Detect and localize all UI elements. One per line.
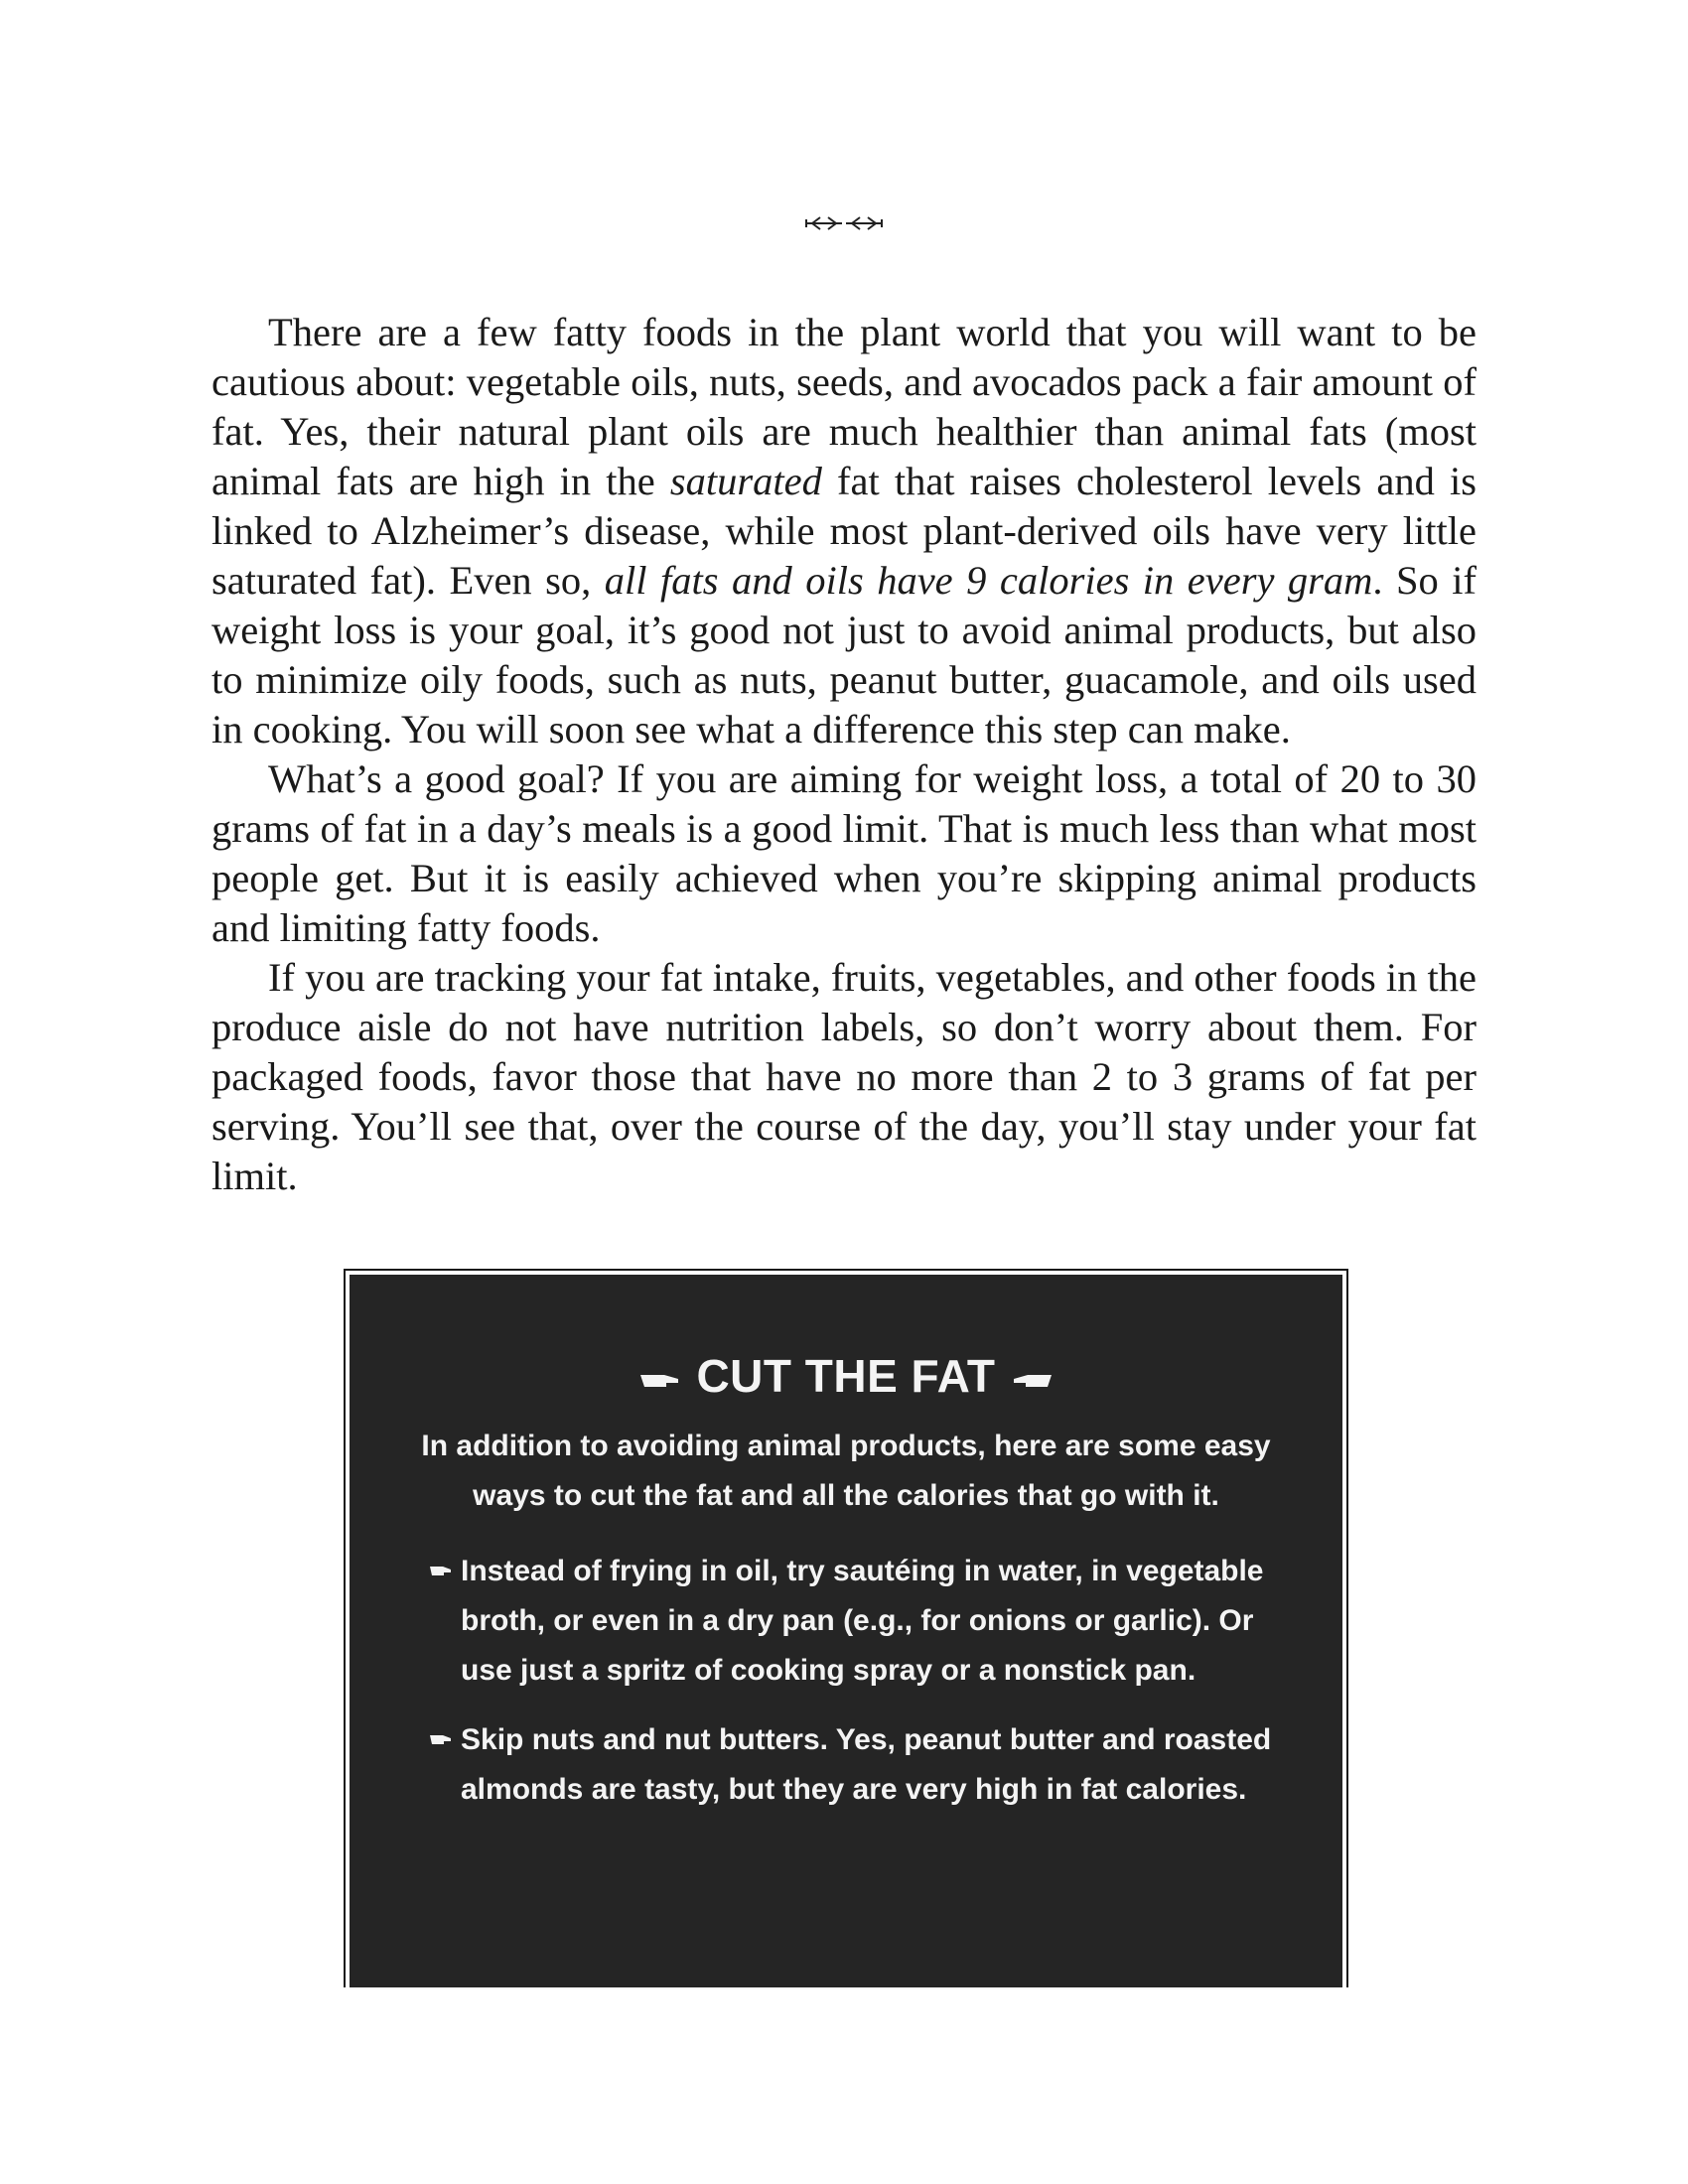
pointing-hand-icon — [1010, 1369, 1054, 1391]
body-paragraph — [211, 308, 1477, 754]
sidebar-title: CUT THE FAT — [696, 1350, 996, 1402]
paragraph-text: . So if weight loss is your goal, it’s good not just to avoid animal products, but also to minimize oily foods, such as nuts, peanut butter, guacamole, and oils used in cooking. You will soon see what a difference this step can make. — [211, 558, 1477, 751]
sidebar-list-item-text: Skip nuts and nut butters. Yes, peanut butter and roasted almonds are tasty, but they are very high in fat calories. — [461, 1723, 1272, 1806]
sidebar-intro: In addition to avoiding animal products, here are some easy ways to cut the fat and all the calories that go with it. — [421, 1430, 1271, 1512]
ornament-icon — [802, 210, 886, 236]
paragraph-text: What’s a good goal? If you are aiming for weight loss, a total of 20 to 30 grams of fat in a day’s meals is a good limit. That is much less than what most people get. But it is easily achieved when you’re skipping animal products and limiting fatty foods. — [211, 756, 1477, 950]
paragraph-text: fat that raises cholesterol levels and is linked to Alzheimer’s disease, while most plant-derived oils have very little saturated fat). Even so, — [211, 459, 1477, 603]
emphasis-text: all fats and oils have 9 calories in every gram — [604, 558, 1373, 603]
paragraph-text: If you are tracking your fat intake, fruits, vegetables, and other foods in the produce aisle do not have nutrition labels, so don’t worry about them. For packaged foods, favor those that have no more than 2 to 3 grams of fat per serving. You’ll see that, over the course of the day, you’ll stay under your fat limit. — [211, 955, 1477, 1198]
pointing-hand-bullet-icon — [429, 1731, 453, 1747]
body-paragraph — [211, 953, 1477, 1201]
sidebar-list-item — [429, 1715, 1313, 1815]
sidebar-list-item-text: Instead of frying in oil, try sautéing in water, in vegetable broth, or even in a dry pan (e.g., for onions or garlic). Or use just a spritz of cooking spray or a nonstick pan. — [461, 1555, 1264, 1687]
pointing-hand-bullet-icon — [429, 1563, 453, 1578]
cut-the-fat-sidebar — [350, 1275, 1342, 1987]
sidebar-list — [429, 1547, 1313, 1835]
body-text — [211, 308, 1477, 1201]
sidebar-frame — [344, 1269, 1348, 1987]
sidebar-list-item — [429, 1547, 1313, 1696]
pointing-hand-icon — [638, 1369, 682, 1391]
paragraph-text: There are a few fatty foods in the plant world that you will want to be cautious about: vegetable oils, nuts, seeds, and avocados pack a fair amount of fat. Yes, their natural plant oils are much healthier than animal fats (most animal fats are high in the — [211, 310, 1477, 503]
emphasis-text: saturated — [669, 459, 822, 503]
sidebar-title-row — [350, 1348, 1342, 1404]
body-paragraph — [211, 754, 1477, 953]
